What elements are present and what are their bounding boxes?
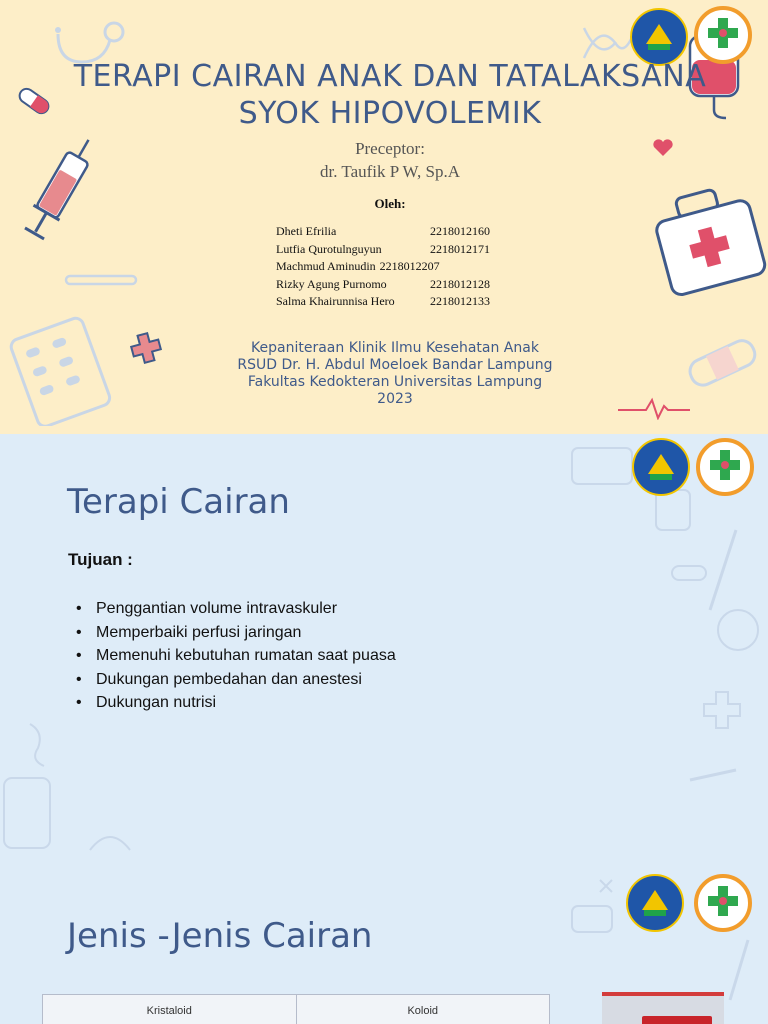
list-item: • Memperbaiki perfusi jaringan [76, 621, 396, 645]
presentation-title [60, 58, 720, 132]
thermometer-icon [60, 268, 140, 292]
fluid-types-table [42, 994, 550, 1024]
title-slide [0, 0, 768, 434]
column-header-koloid: Koloid [296, 995, 550, 1024]
heartbeat-icon [616, 396, 692, 420]
institution-line: Fakultas Kedokteran Universitas Lampung [247, 374, 543, 390]
slide-title: Jenis -Jenis Cairan [67, 916, 373, 956]
member-nim: 2218012160 [430, 224, 490, 238]
member-nim: 2218012128 [430, 276, 490, 291]
member-name: Salma Khairunnisa Hero [276, 294, 395, 309]
syringe-icon [14, 126, 104, 256]
member-name: Rizky Agung Purnomo [276, 276, 387, 291]
institution-line: Kepaniteraan Klinik Ilmu Kesehatan Anak [251, 340, 539, 356]
terapi-cairan-slide [0, 434, 768, 870]
institution-year: 2023 [377, 391, 413, 407]
member-nim: 2218012207 [379, 259, 440, 274]
oleh-label: Oleh: [374, 196, 406, 211]
member-name: Lutfia Qurotulnguyun [276, 241, 382, 256]
rsud-abdul-moeloek-logo [696, 438, 754, 496]
column-header-kristaloid: Kristaloid [43, 995, 297, 1024]
member-name: Machmud Aminudin [276, 259, 376, 274]
institution-line: RSUD Dr. H. Abdul Moeloek Bandar Lampung [237, 357, 553, 373]
list-item: • Memenuhi kebutuhan rumatan saat puasa [76, 644, 396, 668]
member-row [276, 293, 490, 311]
rsud-abdul-moeloek-logo [694, 6, 752, 64]
product-label-band [642, 1016, 712, 1024]
universitas-lampung-logo [626, 874, 684, 932]
medical-background-icon [560, 440, 760, 860]
first-aid-kit-icon [650, 180, 768, 310]
ringer-laktat-product-image [602, 992, 724, 1024]
title-line-2: SYOK HIPOVOLEMIK [238, 96, 542, 131]
institution-block [200, 340, 590, 408]
jenis-cairan-slide [0, 870, 768, 1024]
tujuan-label: Tujuan : [68, 550, 133, 569]
title-line-1: TERAPI CAIRAN ANAK DAN TATALAKSANA [73, 59, 707, 94]
list-item: • Dukungan nutrisi [76, 691, 396, 715]
bandage-icon [682, 332, 762, 392]
list-item: • Penggantian volume intravaskuler [76, 597, 396, 621]
preceptor-name: dr. Taufik P W, Sp.A [319, 162, 461, 181]
member-row [276, 241, 490, 259]
tujuan-list [76, 597, 396, 715]
medical-background-icon [0, 704, 140, 864]
member-row [276, 276, 490, 294]
heart-icon [652, 138, 674, 158]
member-row [276, 258, 440, 276]
slide-title: Terapi Cairan [67, 482, 290, 522]
member-nim: 2218012171 [430, 241, 490, 256]
rsud-abdul-moeloek-logo [694, 874, 752, 932]
member-row [276, 223, 490, 241]
pill-pack-icon [6, 316, 116, 426]
member-name: Dheti Efrilia [276, 224, 337, 238]
member-list [276, 223, 490, 311]
universitas-lampung-logo [632, 438, 690, 496]
list-item: • Dukungan pembedahan dan anestesi [76, 668, 396, 692]
preceptor-label: Preceptor: [355, 139, 425, 158]
plus-icon [128, 330, 164, 366]
member-nim: 2218012133 [430, 294, 490, 309]
pill-icon [14, 86, 54, 116]
table-header-row [43, 995, 550, 1024]
